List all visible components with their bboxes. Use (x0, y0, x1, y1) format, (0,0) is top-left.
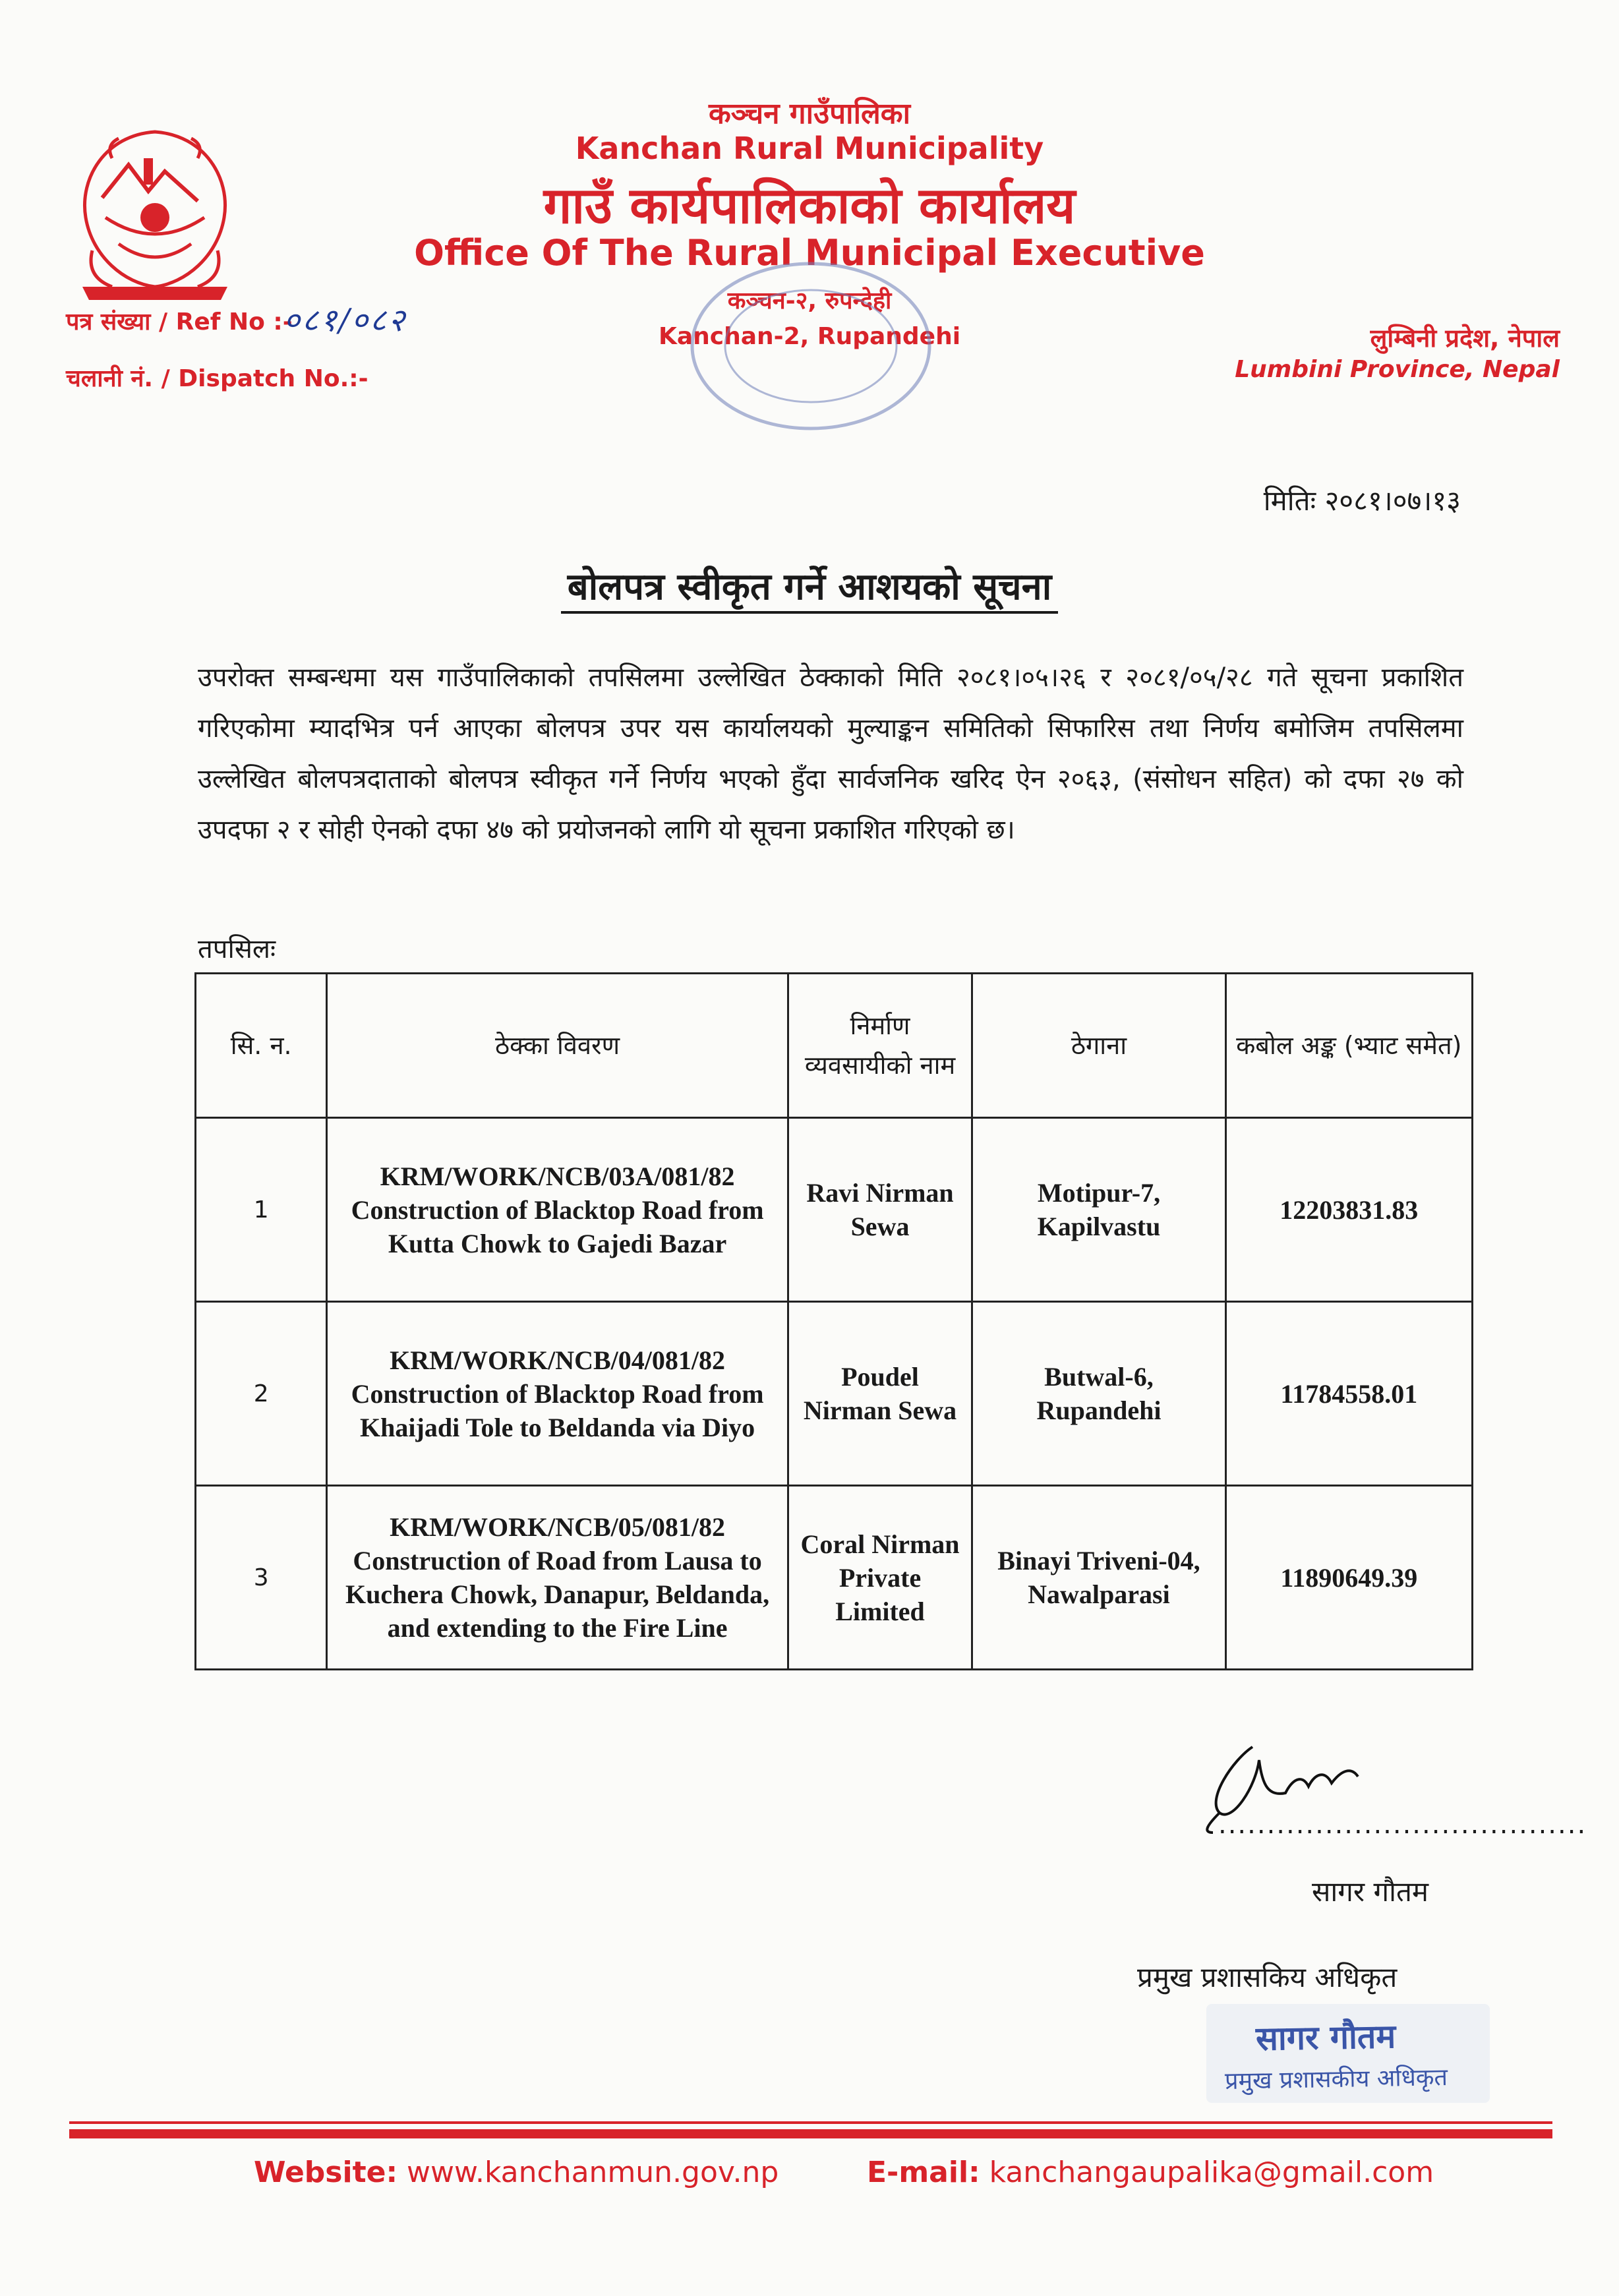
notice-body: उपरोक्त सम्बन्धमा यस गाउँपालिकाको तपसिलमा उल्लेखित ठेक्काको मिति २०८१।०५।२६ र २०८१/०५/२८ गते सूचना प्रकाशित गरिएकोमा म्यादभित्र पर्न आएका बोलपत्र उपर यस कार्यालयको मुल्याङ्कन समितिको सिफारिस तथा निर्णय बमोजिम तपसिलमा उल्लेखित बोलपत्रदाताको बोलपत्र स्वीकृत गर्ने निर्णय भएको हुँदा सार्वजनिक खरिद ऐन २०६३, (संसोधन सहित) को दफा २७ को उपदफा २ र सोही ऐनको दफा ४७ को प्रयोजनको लागि यो सूचना प्रकाशित गरिएको छ। (198, 662, 1463, 845)
cell-sn: 2 (196, 1302, 327, 1486)
cell-amount: 11890649.39 (1225, 1486, 1472, 1670)
contract-code: KRM/WORK/NCB/03A/081/82 (380, 1161, 735, 1191)
document-date: मितिः २०८१।०७।१३ (1263, 485, 1461, 517)
municipality-name-english: Kanchan Rural Municipality (575, 131, 1044, 166)
details-label: तपसिलः (198, 934, 276, 964)
col-header-description: ठेक्का विवरण (327, 974, 788, 1118)
website-link[interactable]: www.kanchanmun.gov.np (407, 2156, 779, 2189)
contract-table (194, 972, 1473, 1670)
cell-address: Binayi Triveni-04, Nawalparasi (972, 1486, 1225, 1670)
signatory-title: प्रमुख प्रशासकिय अधिकृत (1137, 1961, 1398, 1993)
contract-desc: Construction of Blacktop Road from Khaijadi Tole to Beldanda via Diyo (351, 1378, 764, 1442)
cell-address: Butwal-6, Rupandehi (972, 1302, 1225, 1486)
col-header-address: ठेगाना (972, 974, 1225, 1118)
address-nepali: कञ्चन-२, रुपन्देही (727, 287, 892, 314)
footer-divider-thick (69, 2129, 1552, 2138)
table-row (196, 1486, 1473, 1670)
ref-no-label: पत्र संख्या / Ref No :- (66, 309, 293, 336)
col-header-sn: सि. न. (196, 974, 327, 1118)
name-stamp-name: सागर गौतम (1255, 2017, 1396, 2058)
cell-contractor: Coral Nirman Private Limited (788, 1486, 972, 1670)
table-row (196, 1302, 1473, 1486)
cell-sn: 3 (196, 1486, 327, 1670)
office-title-english: Office Of The Rural Municipal Executive (414, 232, 1205, 274)
cell-amount: 11784558.01 (1225, 1302, 1472, 1486)
table-header-row (196, 974, 1473, 1118)
contract-code: KRM/WORK/NCB/04/081/82 (390, 1345, 725, 1375)
notice-subject (0, 560, 1619, 610)
office-stamp (679, 250, 943, 442)
cell-sn: 1 (196, 1118, 327, 1302)
footer-divider-thin (69, 2121, 1552, 2124)
cell-amount: 12203831.83 (1225, 1118, 1472, 1302)
dispatch-no-label: चलानी नं. / Dispatch No.:- (66, 365, 368, 392)
cell-description (327, 1118, 788, 1302)
table-row (196, 1118, 1473, 1302)
province-english: Lumbini Province, Nepal (1235, 356, 1560, 383)
signature-line: ...................................... (1218, 1810, 1587, 1840)
footer-website (254, 2156, 779, 2189)
cell-description (327, 1302, 788, 1486)
footer-email (867, 2156, 1434, 2189)
municipality-name-nepali: कञ्चन गाउँपालिका (709, 97, 910, 131)
col-header-contractor: निर्माण व्यवसायीको नाम (788, 974, 972, 1118)
website-label: Website: (254, 2156, 398, 2189)
email-link[interactable]: kanchangaupalika@gmail.com (989, 2156, 1434, 2189)
col-header-amount: कबोल अङ्क (भ्याट समेत) (1225, 974, 1472, 1118)
ref-no-handwritten: ०८१/०८२ (283, 302, 407, 339)
notice-subject-text: बोलपत्र स्वीकृत गर्ने आशयको सूचना (561, 566, 1058, 614)
province-nepali: लुम्बिनी प्रदेश, नेपाल (1370, 324, 1560, 353)
address-english: Kanchan-2, Rupandehi (658, 323, 961, 350)
cell-contractor: Poudel Nirman Sewa (788, 1302, 972, 1486)
contract-desc: Construction of Road from Lausa to Kuchera Chowk, Danapur, Beldanda, and extending to the Fire Line (345, 1546, 770, 1643)
cell-contractor: Ravi Nirman Sewa (788, 1118, 972, 1302)
email-label: E-mail: (867, 2156, 980, 2189)
contract-desc: Construction of Blacktop Road from Kutta Chowk to Gajedi Bazar (351, 1194, 764, 1258)
name-stamp-title: प्रमुख प्रशासकीय अधिकृत (1224, 2064, 1448, 2095)
signatory-name: सागर गौतम (1312, 1875, 1429, 1908)
contract-code: KRM/WORK/NCB/05/081/82 (390, 1512, 725, 1542)
cell-address: Motipur-7, Kapilvastu (972, 1118, 1225, 1302)
office-title-nepali: गाउँ कार्यपालिकाको कार्यालय (543, 176, 1076, 235)
cell-description (327, 1486, 788, 1670)
